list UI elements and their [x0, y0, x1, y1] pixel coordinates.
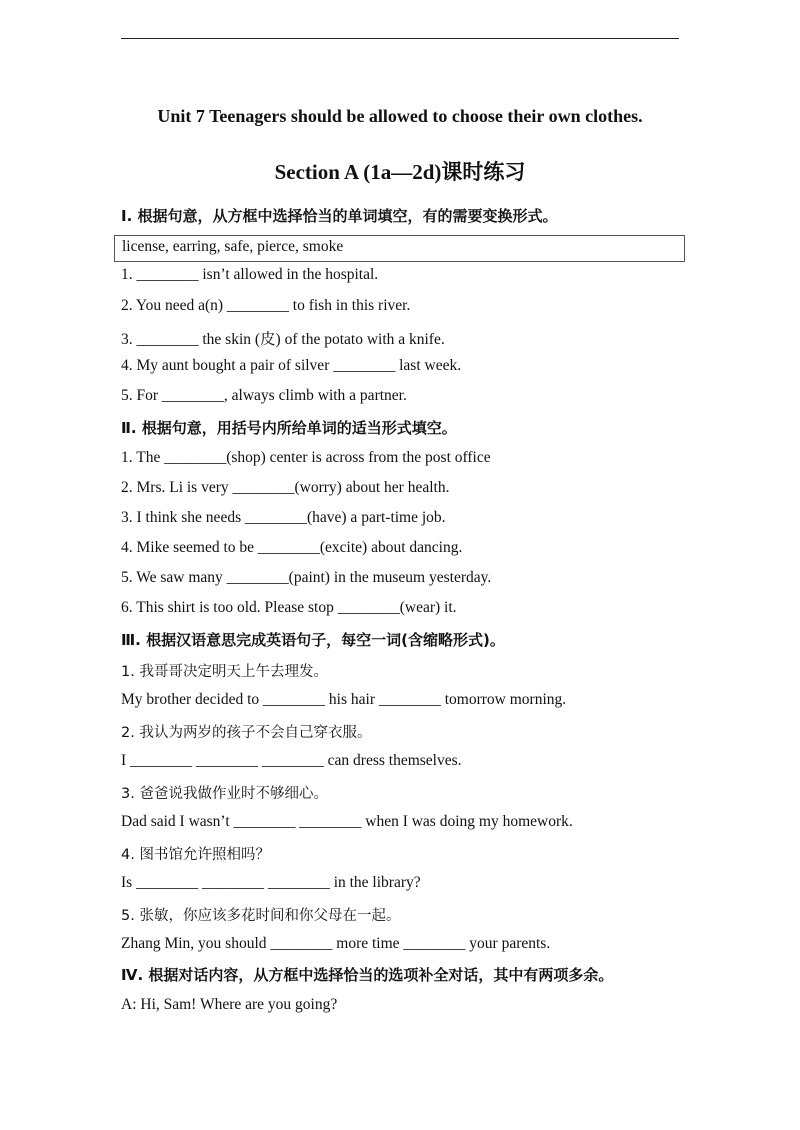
s3-item-3-en: Dad said I wasn’t ________ ________ when I was doing my homework.	[121, 813, 573, 830]
s1-item-3: 3. ________ the skin (皮) of the potato with a knife.	[121, 331, 445, 348]
section-title: Section A (1a—2d)课时练习	[274, 160, 526, 184]
s2-item-4: 4. Mike seemed to be ________(excite) about dancing.	[121, 539, 463, 556]
s1-item-4: 4. My aunt bought a pair of silver ________ last week.	[121, 357, 462, 374]
s3-item-1-en: My brother decided to ________ his hair ________ tomorrow morning.	[121, 691, 567, 708]
s3-item-2-cn: 2. 我认为两岁的孩子不会自己穿衣服。	[121, 725, 372, 741]
s3-item-1-cn: 1. 我哥哥决定明天上午去理发。	[121, 664, 328, 680]
s3-item-2-en: I ________ ________ ________ can dress themselves.	[121, 752, 462, 769]
s4-item-1: A: Hi, Sam! Where are you going?	[121, 996, 338, 1013]
s2-item-2: 2. Mrs. Li is very ________(worry) about her health.	[121, 479, 450, 496]
section-3-heading: Ⅲ. 根据汉语意思完成英语句子，每空一词(含缩略形式)。	[121, 631, 505, 649]
word-box-text: license, earring, safe, pierce, smoke	[122, 238, 344, 255]
header-rule	[121, 38, 679, 39]
s1-item-2: 2. You need a(n) ________ to fish in this river.	[121, 297, 411, 314]
word-box	[114, 235, 685, 262]
section-1-heading: Ⅰ. 根据句意，从方框中选择恰当的单词填空，有的需要变换形式。	[121, 207, 558, 225]
section-2-heading: Ⅱ. 根据句意，用括号内所给单词的适当形式填空。	[121, 419, 457, 437]
s2-item-5: 5. We saw many ________(paint) in the museum yesterday.	[121, 569, 492, 586]
s2-item-1: 1. The ________(shop) center is across from the post office	[121, 449, 491, 466]
s3-item-5-en: Zhang Min, you should ________ more time ________ your parents.	[121, 935, 551, 952]
s1-item-1: 1. ________ isn’t allowed in the hospital.	[121, 266, 379, 283]
s3-item-3-cn: 3. 爸爸说我做作业时不够细心。	[121, 786, 328, 802]
section-4-heading: Ⅳ. 根据对话内容，从方框中选择恰当的选项补全对话，其中有两项多余。	[121, 966, 614, 984]
s2-item-3: 3. I think she needs ________(have) a part-time job.	[121, 509, 446, 526]
s3-item-4-en: Is ________ ________ ________ in the library?	[121, 874, 421, 891]
unit-title: Unit 7 Teenagers should be allowed to choose their own clothes.	[157, 106, 643, 126]
s3-item-5-cn: 5. 张敏，你应该多花时间和你父母在一起。	[121, 908, 401, 924]
s2-item-6: 6. This shirt is too old. Please stop ________(wear) it.	[121, 599, 457, 616]
s3-item-4-cn: 4. 图书馆允许照相吗？	[121, 847, 270, 863]
s1-item-5: 5. For ________, always climb with a partner.	[121, 387, 407, 404]
